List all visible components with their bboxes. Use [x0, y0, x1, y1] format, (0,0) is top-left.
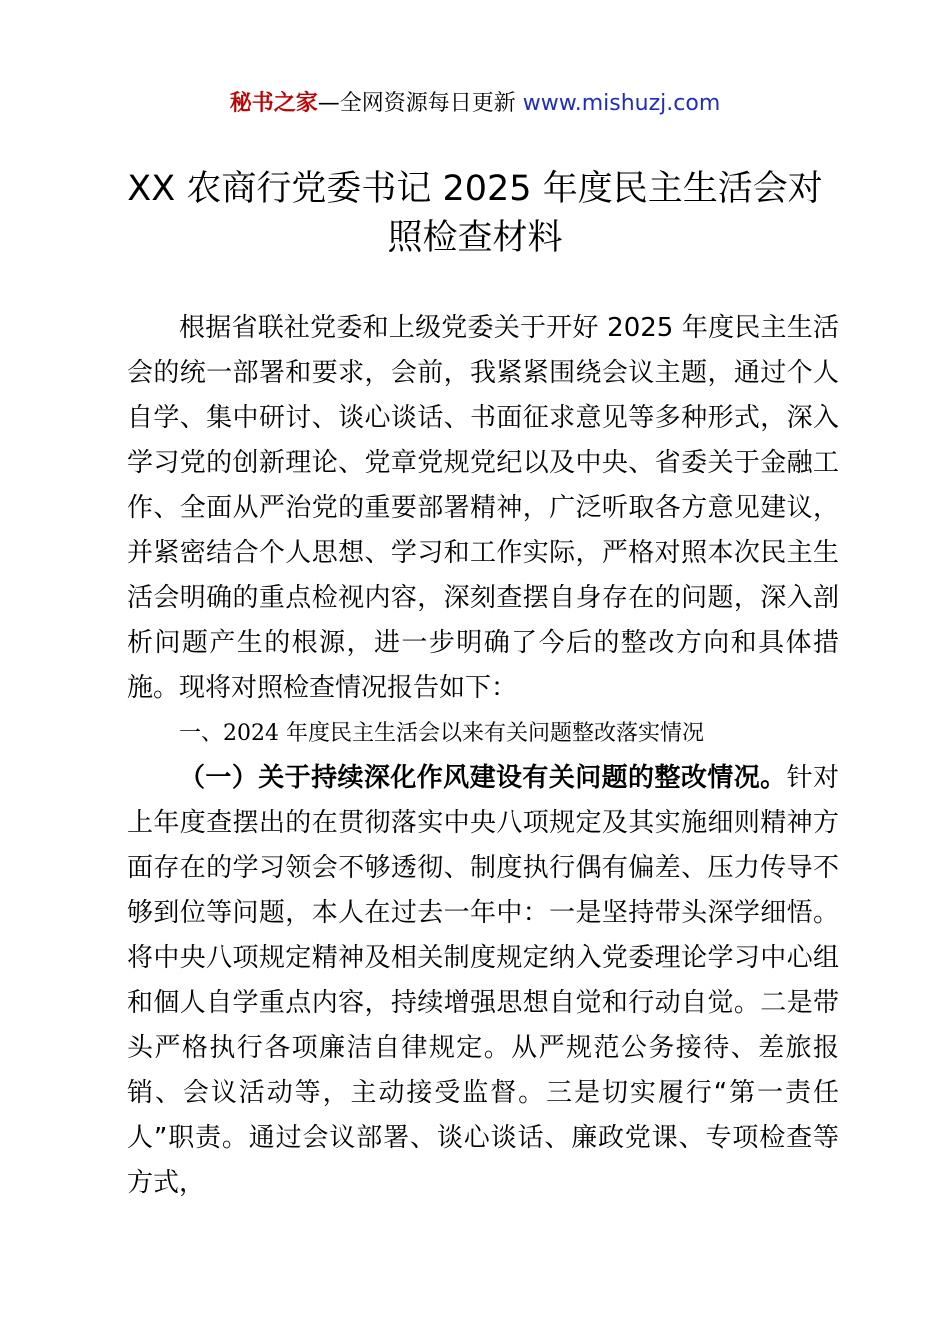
document-body	[127, 306, 839, 1206]
intro-paragraph: 根据省联社党委和上级党委关于开好 2025 年度民主生活会的统一部署和要求，会前，我紧紧围绕会议主题，通过个人自学、集中研讨、谈心谈话、书面征求意见等多种形式，深入学习党的创新理论、党章党规党纪以及中央、省委关于金融工作、全面从严治党的重要部署精神，广泛听取各方意见建议，并紧密结合个人思想、学习和工作实际，严格对照本次民主生活会明确的重点检视内容，深刻查摆自身存在的问题，深入剖析问题产生的根源，进一步明确了今后的整改方向和具体措施。现将对照检查情况报告如下：	[127, 313, 839, 703]
subsection-text: 针对上年度查摆出的在贯彻落实中央八项规定及其实施细则精神方面存在的学习领会不够透彻、制度执行偶有偏差、压力传导不够到位等问题，本人在过去一年中：一是坚持带头深学细悟。将中央八项规定精神及相关制度规定纳入党委理论学习中心组和個人自学重点内容，持续增强思想自觉和行动自觉。二是带头严格执行各项廉洁自律规定。从严规范公务接待、差旅报销、会议活动等，主动接受监督。三是切实履行“第一责任人”职责。通过会议部署、谈心谈话、廉政党课、专项检查等方式，	[127, 763, 839, 1198]
site-url-link[interactable]: www.mishuzj.com	[522, 91, 721, 116]
site-header	[0, 88, 950, 120]
section-heading: 一、2024 年度民主生活会以来有关问题整改落实情况	[179, 721, 704, 746]
subsection-paragraph	[127, 756, 839, 1206]
site-tagline: —全网资源每日更新	[317, 91, 523, 116]
document-title-line1: XX 农商行党委书记 2025 年度民主生活会对	[127, 169, 823, 209]
site-brand: 秘书之家	[229, 91, 318, 116]
document-title-line2: 照检查材料	[387, 218, 563, 258]
subsection-lead: （一）关于持续深化作风建设有关问题的整改情况。	[179, 763, 787, 793]
document-title	[90, 165, 860, 263]
